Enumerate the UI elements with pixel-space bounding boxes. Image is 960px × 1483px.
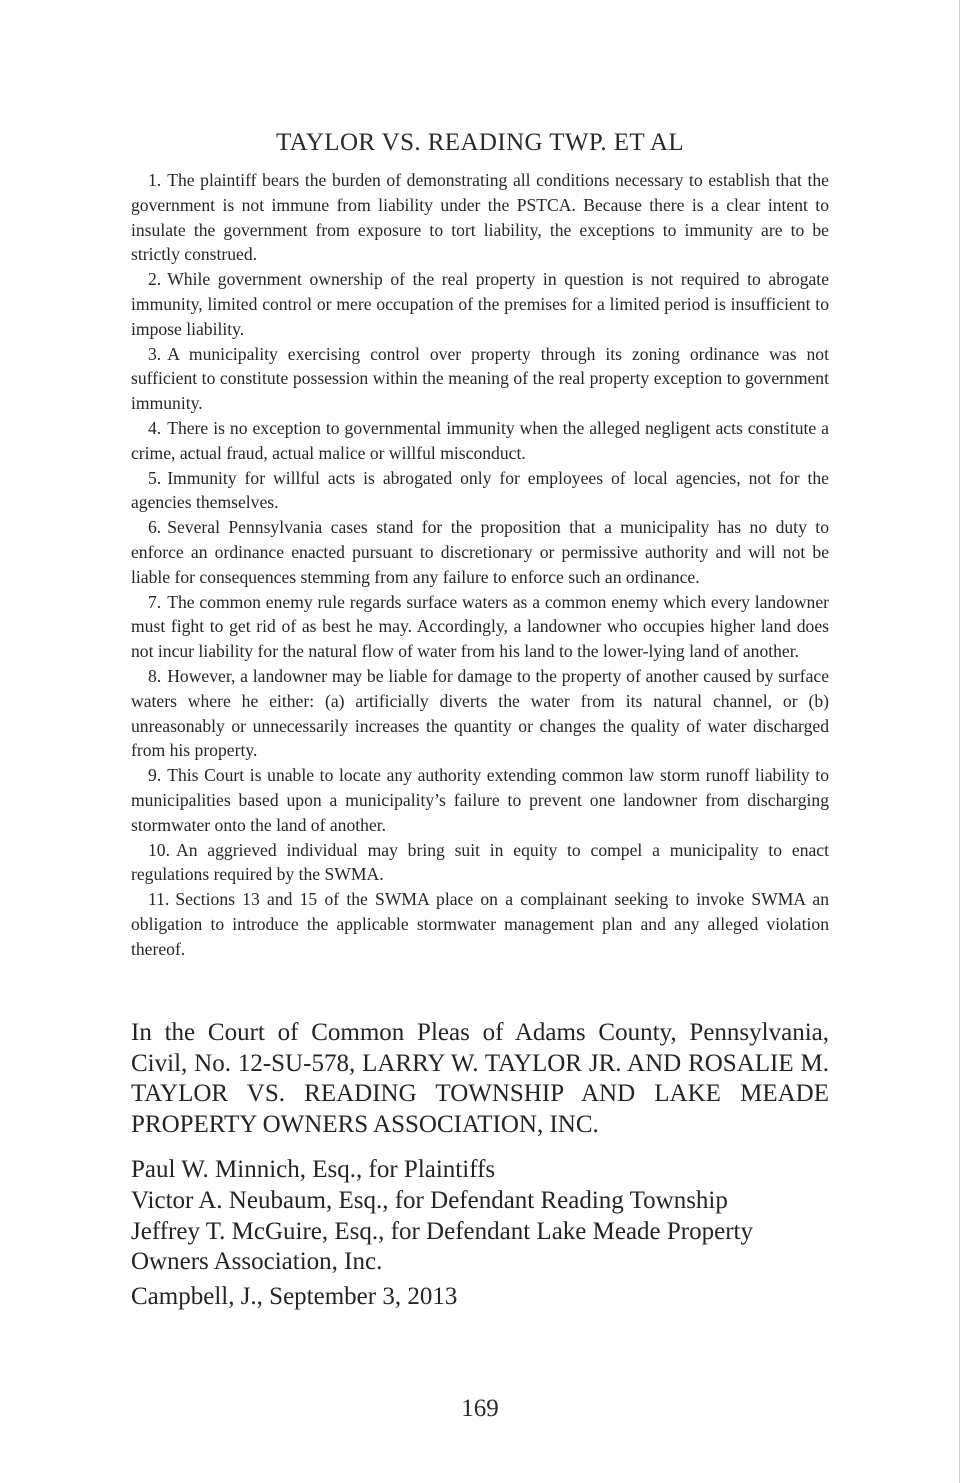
headnote	[131, 168, 829, 267]
case-caption: In the Court of Common Pleas of Adams County, Pennsylvania, Civil, No. 12-SU-578, LARRY W. TAYLOR JR. AND ROSALIE M. TAYLOR VS. READING TOWNSHIP AND LAKE MEADE PROPERTY OWNERS ASSOCIATION, INC.	[131, 1019, 829, 1138]
headnote	[131, 763, 829, 837]
headnote-number: 4.	[148, 417, 162, 438]
headnote	[131, 590, 829, 664]
headnote-number: 3.	[148, 343, 162, 364]
headnote-number: 10.	[148, 839, 170, 860]
headnote-text: Immunity for willful acts is abrogated only for employees of local agencies, not for the agencies themselves.	[131, 467, 829, 513]
headnote-text: However, a landowner may be liable for damage to the property of another caused by surface waters where he either: (a) artificially diverts the water from its natural channel, or (b) unreasonably or unnecessarily increases the quantity or changes the quality of water discharged from his property.	[131, 665, 829, 761]
headnote	[131, 466, 829, 516]
counsel-line: Jeffrey T. McGuire, Esq., for Defendant Lake Meade Property Owners Association, Inc.	[131, 1217, 753, 1276]
headnote-text: Several Pennsylvania cases stand for the proposition that a municipality has no duty to enforce an ordinance enacted pursuant to discretionary or permissive authority and will not be liable for consequences stemming from any failure to enforce such an ordinance.	[131, 517, 829, 587]
headnote-text: Sections 13 and 15 of the SWMA place on a complainant seeking to invoke SWMA an obligation to introduce the applicable stormwater management plan and any alleged violation thereof.	[131, 889, 829, 959]
counsel-line: Paul W. Minnich, Esq., for Plaintiffs	[131, 1156, 496, 1183]
headnote	[131, 342, 829, 416]
judge-line: Campbell, J., September 3, 2013	[131, 1283, 458, 1310]
headnote	[131, 267, 829, 341]
headnotes	[131, 168, 829, 962]
headnote-number: 6.	[148, 517, 162, 538]
headnote-text: This Court is unable to locate any authority extending common law storm runoff liability to municipalities based upon a municipality’s failure to prevent one landowner from discharging stormwater onto the land of another.	[131, 765, 829, 835]
headnote-text: There is no exception to governmental immunity when the alleged negligent acts constitute a crime, actual fraud, actual malice or willful misconduct.	[131, 417, 829, 463]
headnote	[131, 664, 829, 763]
headnote-number: 9.	[148, 765, 162, 786]
headnote	[131, 416, 829, 466]
headnote-number: 11.	[148, 889, 170, 910]
headnote-number: 7.	[148, 591, 162, 612]
headnote-text: The common enemy rule regards surface waters as a common enemy which every landowner must fight to get rid of as best he may. Accordingly, a landowner who occupies higher land does not incur liability for the natural flow of water from his land to the lower-lying land of another.	[131, 591, 829, 662]
headnote	[131, 838, 829, 888]
page-number: 169	[461, 1395, 499, 1422]
counsel-line: Victor A. Neubaum, Esq., for Defendant Reading Township	[131, 1186, 728, 1214]
headnote-text: An aggrieved individual may bring suit in equity to compel a municipality to enact regulations required by the SWMA.	[131, 839, 829, 885]
headnote-number: 2.	[148, 269, 162, 290]
headnote-number: 1.	[148, 170, 162, 190]
counsel-list	[131, 1155, 829, 1278]
headnote	[131, 515, 829, 589]
headnote-text: The plaintiff bears the burden of demonstrating all conditions necessary to establish that the government is not immune from liability under the PSTCA. Because there is a clear intent to insulate the government from exposure to tort liability, the exceptions to immunity are to be strictly construed.	[131, 170, 829, 265]
headnote-number: 8.	[148, 665, 162, 686]
headnote-number: 5.	[148, 467, 162, 488]
headnote-text: While government ownership of the real property in question is not required to abrogate immunity, limited control or mere occupation of the premises for a limited period is insufficient to impose liability.	[131, 269, 829, 339]
running-head: TAYLOR VS. READING TWP. ET AL	[275, 129, 684, 156]
headnote-text: A municipality exercising control over property through its zoning ordinance was not sufficient to constitute possession within the meaning of the real property exception to government immunity.	[131, 343, 829, 414]
headnote	[131, 887, 829, 961]
